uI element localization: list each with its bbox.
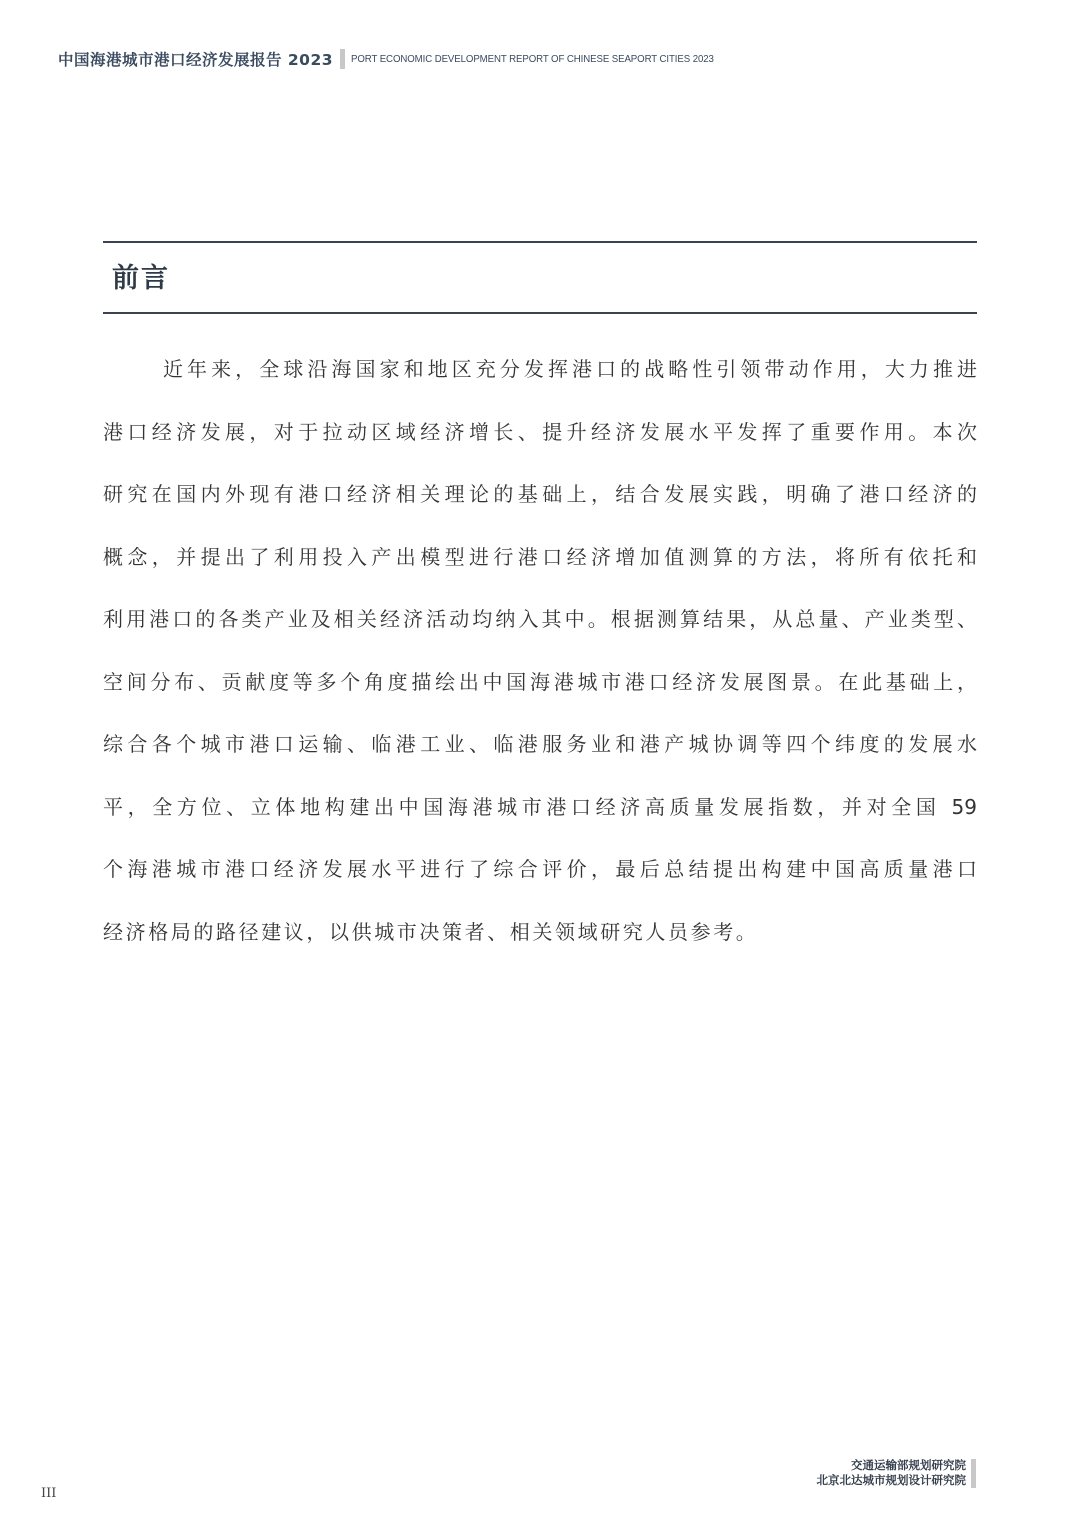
- footer-org-2: 北京北达城市规划设计研究院: [816, 1473, 966, 1487]
- page-number: III: [41, 1486, 57, 1501]
- footer-divider-bar: [971, 1459, 976, 1488]
- paragraph-line: 经济格局的路径建议，以供城市决策者、相关领域研究人员参考。: [103, 919, 759, 944]
- section-title: 前言: [112, 263, 170, 294]
- paragraph-line: 港口经济发展，对于拉动区域经济增长、提升经济发展水平发挥了重要作用。本次: [103, 419, 977, 444]
- paragraph-line: 综合各个城市港口运输、临港工业、临港服务业和港产城协调等四个纬度的发展水: [103, 732, 977, 756]
- header-title-en: PORT ECONOMIC DEVELOPMENT REPORT OF CHINESE SEAPORT CITIES 2023: [351, 53, 714, 65]
- paragraph-line: 概念，并提出了利用投入产出模型进行港口经济增加值测算的方法，将所有依托和: [103, 544, 977, 569]
- paragraph-line: 空间分布、贡献度等多个角度描绘出中国海港城市港口经济发展图景。在此基础上，: [103, 669, 977, 694]
- header-title-cn: 中国海港城市港口经济发展报告 2023: [58, 51, 334, 69]
- running-header: [58, 46, 745, 72]
- paragraph-line: 个海港城市港口经济发展水平进行了综合评价，最后总结提出构建中国高质量港口: [103, 857, 977, 881]
- paragraph-line: 平，全方位、立体地构建出中国海港城市港口经济高质量发展指数，并对全国 59: [103, 794, 977, 819]
- paragraph-line: 利用港口的各类产业及相关经济活动均纳入其中。根据测算结果，从总量、产业类型、: [103, 607, 977, 631]
- section-rule-top: [103, 241, 977, 243]
- footer-org-1: 交通运输部规划研究院: [851, 1458, 966, 1472]
- footer-organizations: [817, 1458, 967, 1488]
- preface-paragraph: [103, 338, 977, 963]
- section-rule-bottom: [103, 312, 977, 314]
- paragraph-line: 研究在国内外现有港口经济相关理论的基础上，结合发展实践，明确了港口经济的: [103, 482, 977, 506]
- header-divider-bar: [340, 49, 345, 69]
- paragraph-line: 近年来，全球沿海国家和地区充分发挥港口的战略性引领带动作用，大力推进: [163, 357, 977, 381]
